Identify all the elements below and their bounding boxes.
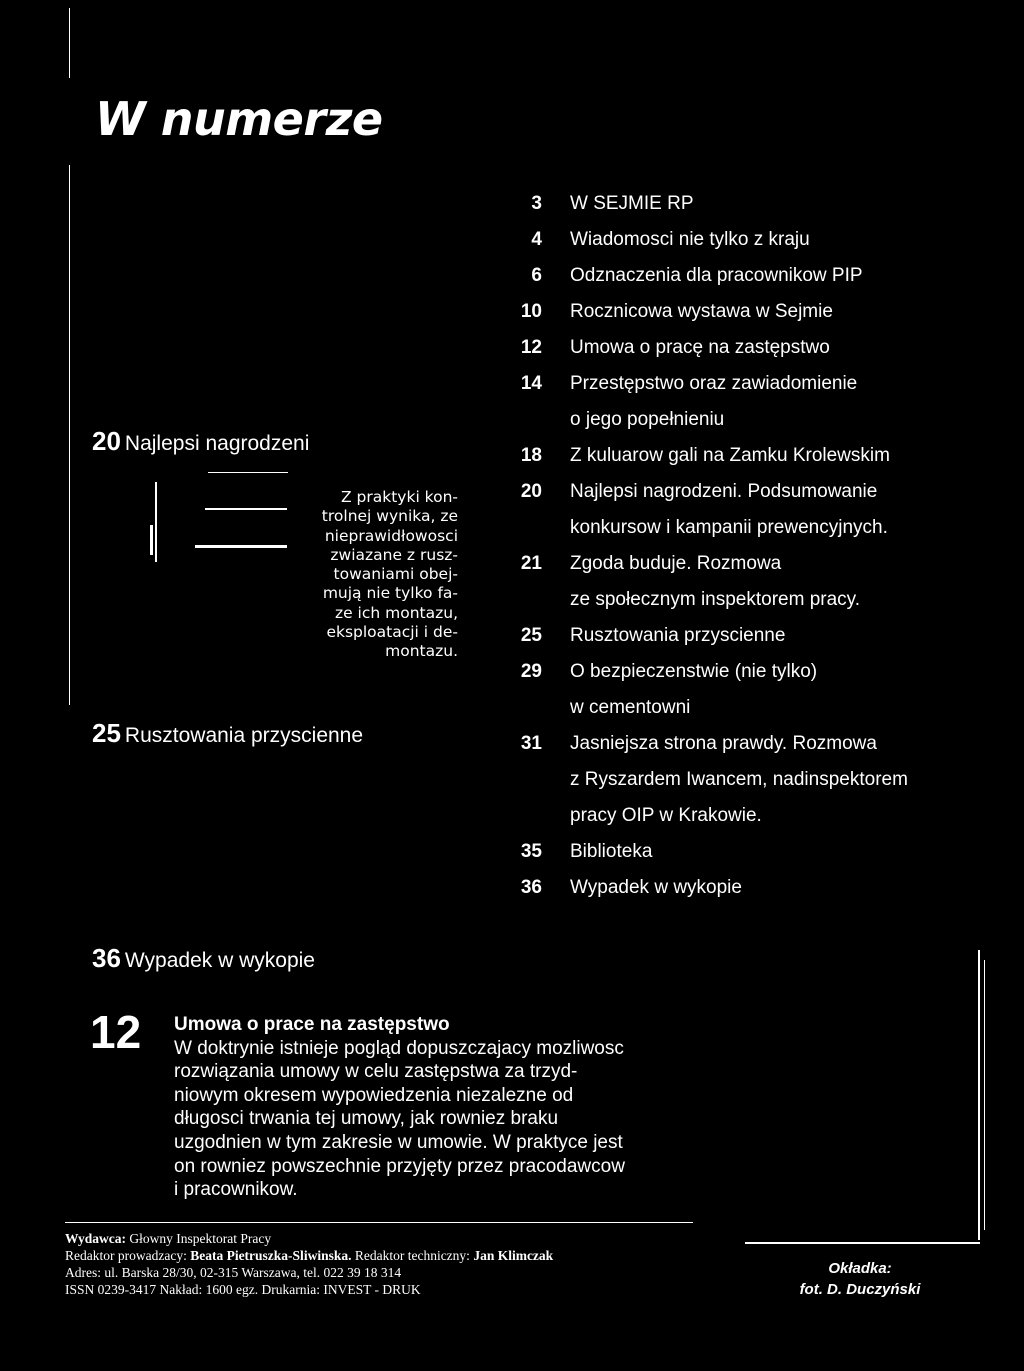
article-line: on rowniez powszechnie przyjęty przez pracodawcow (174, 1155, 625, 1177)
article-line: długosci trwania tej umowy, jak rowniez braku (174, 1108, 559, 1130)
feature-item-36 (92, 943, 315, 974)
footer-divider (65, 1222, 693, 1223)
toc-row[interactable]: 29 O bezpieczenstwie (nie tylko) (520, 661, 818, 682)
toc-row[interactable]: 14 Przestępstwo oraz zawiadomienie (520, 373, 858, 394)
toc-row[interactable]: 4 Wiadomosci nie tylko z kraju (531, 229, 810, 250)
toc-row-continuation: w cementowni (570, 697, 691, 718)
feature-label: Wypadek w wykopie (124, 949, 315, 972)
feature-description: Z praktyki kon- trolnej wynika, ze nieprawidłowosci zwiazane z rusz- towaniami obej- mują nie tylko fa- ze ich montazu, eksploatacji i de- montazu. (321, 488, 458, 661)
toc-row[interactable]: 21 Zgoda buduje. Rozmowa (520, 553, 782, 574)
article-line: niowym okresem wypowiedzenia niezalezne od (174, 1084, 574, 1106)
toc-row[interactable]: 36 Wypadek w wykopie (520, 877, 742, 898)
article-line: rozwiązania umowy w celu zastępstwa za trzyd- (174, 1061, 578, 1083)
toc-row[interactable]: 10 Rocznicowa wystawa w Sejmie (520, 301, 833, 322)
feature-number: 25 (92, 718, 121, 748)
toc-row[interactable]: 3 W SEJMIE RP (531, 193, 694, 214)
left-rule-top (69, 8, 70, 78)
toc-row[interactable]: 12 Umowa o pracę na zastępstwo (520, 337, 830, 358)
cover-credit: Okładka: fot. D. Duczyński (799, 1260, 921, 1298)
toc-row[interactable]: 25 Rusztowania przyscienne (520, 625, 786, 646)
toc-row-continuation: o jego popełnieniu (570, 409, 725, 430)
toc-row[interactable]: 18 Z kuluarow gali na Zamku Krolewskim (520, 445, 890, 466)
toc-row[interactable]: 20 Najlepsi nagrodzeni. Podsumowanie (520, 481, 878, 502)
article-line: uzgodnien w tym zakresie w umowie. W praktyce jest (174, 1131, 623, 1153)
page-title: W numerze (95, 92, 383, 146)
article-title: Umowa o prace na zastępstwo (174, 1014, 450, 1035)
right-rule-2 (984, 960, 985, 1230)
feature-number: 20 (92, 426, 121, 456)
toc-row[interactable]: 31 Jasniejsza strona prawdy. Rozmowa (520, 733, 877, 754)
toc-row[interactable]: 35 Biblioteka (520, 841, 653, 862)
article-line: i pracownikow. (174, 1179, 298, 1201)
masthead: Wydawca: Głowny Inspektorat Pracy Redaktor prowadzacy: Beata Pietruszka-Sliwinska. Redaktor techniczny: Jan Klimczak Adres: ul. Barska 28/30, 02-315 Warszawa, tel. 022 39 18 314 ISSN 0239-3417 Nakład: 1600 egz. Drukarnia: INVEST - DRUK (65, 1231, 554, 1297)
feature-item-25 (92, 718, 363, 749)
article-teaser (174, 1013, 734, 1202)
toc-row-continuation: konkursow i kampanii prewencyjnych. (570, 517, 888, 538)
feature-item-20 (92, 426, 309, 457)
toc-row[interactable]: 6 Odznaczenia dla pracownikow PIP (531, 265, 863, 286)
feature-label: Rusztowania przyscienne (124, 724, 364, 747)
article-page-number: 12 (90, 1006, 142, 1058)
credit-divider (745, 1242, 980, 1244)
feature-number: 36 (92, 943, 121, 973)
article-line: W doktrynie istnieje pogląd dopuszczajacy mozliwosc (174, 1037, 624, 1059)
toc-row-continuation: ze społecznym inspektorem pracy. (570, 589, 861, 610)
toc-row-continuation: z Ryszardem Iwancem, nadinspektorem (570, 769, 908, 790)
left-rule-mid (69, 165, 70, 705)
right-rule (978, 950, 980, 1240)
toc-row-continuation: pracy OIP w Krakowie. (570, 805, 762, 826)
feature-label: Najlepsi nagrodzeni (124, 432, 310, 455)
